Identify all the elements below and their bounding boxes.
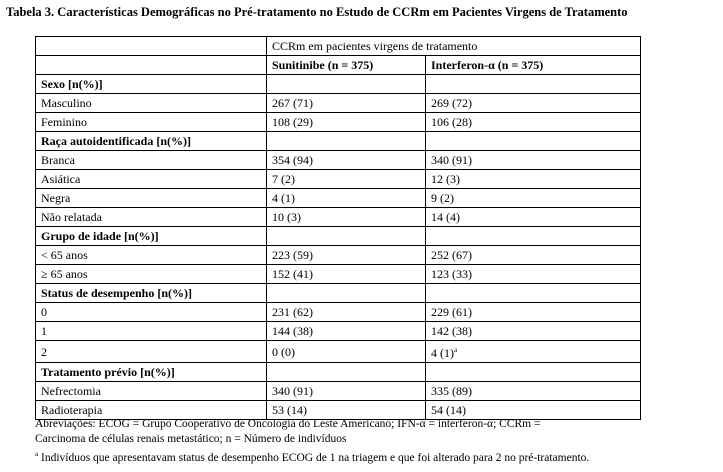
table-row <box>36 151 641 170</box>
section-title: Tratamento prévio [n(%)] <box>36 363 267 382</box>
sunitinib-value: 267 (71) <box>267 94 426 113</box>
interferon-value: 54 (14) <box>426 401 641 420</box>
row-label: ≥ 65 anos <box>36 265 267 284</box>
row-label: 1 <box>36 322 267 341</box>
sunitinib-value: 7 (2) <box>267 170 426 189</box>
table-row <box>36 303 641 322</box>
section-title: Raça autoidentificada [n(%)] <box>36 132 267 151</box>
abbreviations-line-2: Carcinoma de células renais metastático; n = Número de indivíduos <box>35 433 347 445</box>
empty-cell <box>426 132 641 151</box>
abbreviations-line-1: Abreviações: ECOG = Grupo Cooperativo de Oncologia do Leste Americano; IFN-α = interferon-α; CCRm = <box>35 418 541 430</box>
section-title: Sexo [n(%)] <box>36 75 267 94</box>
interferon-value: 9 (2) <box>426 189 641 208</box>
sunitinib-value: 152 (41) <box>267 265 426 284</box>
header-empty-cell <box>36 37 267 56</box>
interferon-value: 142 (38) <box>426 322 641 341</box>
sunitinib-value: 4 (1) <box>267 189 426 208</box>
table-row <box>36 94 641 113</box>
section-row <box>36 227 641 246</box>
header-sunitinib: Sunitinibe (n = 375) <box>267 56 426 75</box>
empty-cell <box>426 284 641 303</box>
interferon-value: 269 (72) <box>426 94 641 113</box>
row-label: Nefrectomia <box>36 382 267 401</box>
interferon-value: 12 (3) <box>426 170 641 189</box>
interferon-value: 123 (33) <box>426 265 641 284</box>
sunitinib-value: 10 (3) <box>267 208 426 227</box>
sunitinib-value: 231 (62) <box>267 303 426 322</box>
empty-cell <box>426 227 641 246</box>
footnote-marker: a <box>454 346 458 354</box>
sunitinib-value: 53 (14) <box>267 401 426 420</box>
table-row <box>36 189 641 208</box>
table-row <box>36 113 641 132</box>
demographics-table <box>35 36 641 420</box>
interferon-value <box>426 341 641 363</box>
footnote-a <box>35 447 715 466</box>
empty-cell <box>267 227 426 246</box>
section-title: Status de desempenho [n(%)] <box>36 284 267 303</box>
footnote-text: Indivíduos que apresentavam status de desempenho ECOG de 1 na triagem e que foi alterado para 2 no pré-tratamento. <box>38 451 590 464</box>
header-interferon: Interferon-α (n = 375) <box>426 56 641 75</box>
section-row <box>36 363 641 382</box>
footnotes <box>35 417 715 466</box>
interferon-value: 14 (4) <box>426 208 641 227</box>
table-row <box>36 382 641 401</box>
empty-cell <box>267 363 426 382</box>
table-row <box>36 265 641 284</box>
interferon-value: 252 (67) <box>426 246 641 265</box>
section-row <box>36 132 641 151</box>
interferon-value: 106 (28) <box>426 113 641 132</box>
sunitinib-value: 108 (29) <box>267 113 426 132</box>
row-label: Feminino <box>36 113 267 132</box>
interferon-value: 229 (61) <box>426 303 641 322</box>
section-row <box>36 284 641 303</box>
row-label: Radioterapia <box>36 401 267 420</box>
sunitinib-value: 354 (94) <box>267 151 426 170</box>
sunitinib-value: 340 (91) <box>267 382 426 401</box>
row-label: Branca <box>36 151 267 170</box>
sunitinib-value: 144 (38) <box>267 322 426 341</box>
header-row-group <box>36 37 641 56</box>
row-label: Negra <box>36 189 267 208</box>
header-group-cell: CCRm em pacientes virgens de tratamento <box>267 37 641 56</box>
row-label: < 65 anos <box>36 246 267 265</box>
table-row <box>36 208 641 227</box>
empty-cell <box>426 75 641 94</box>
interferon-value-text: 4 (1) <box>431 346 454 360</box>
row-label: Asiática <box>36 170 267 189</box>
empty-cell <box>267 75 426 94</box>
row-label: Masculino <box>36 94 267 113</box>
header-empty-cell <box>36 56 267 75</box>
table-row <box>36 341 641 363</box>
empty-cell <box>267 132 426 151</box>
header-row-columns <box>36 56 641 75</box>
sunitinib-value: 223 (59) <box>267 246 426 265</box>
table-row <box>36 322 641 341</box>
empty-cell <box>426 363 641 382</box>
footnote-marker: a <box>35 450 39 458</box>
row-label: Não relatada <box>36 208 267 227</box>
empty-cell <box>267 284 426 303</box>
row-label: 2 <box>36 341 267 363</box>
sunitinib-value: 0 (0) <box>267 341 426 363</box>
section-row <box>36 75 641 94</box>
interferon-value: 340 (91) <box>426 151 641 170</box>
row-label: 0 <box>36 303 267 322</box>
table-row <box>36 170 641 189</box>
table-row <box>36 246 641 265</box>
table-title: Tabela 3. Características Demográficas no Pré-tratamento no Estudo de CCRm em Pacientes Virgens de Tratamento <box>6 5 628 19</box>
interferon-value: 335 (89) <box>426 382 641 401</box>
section-title: Grupo de idade [n(%)] <box>36 227 267 246</box>
